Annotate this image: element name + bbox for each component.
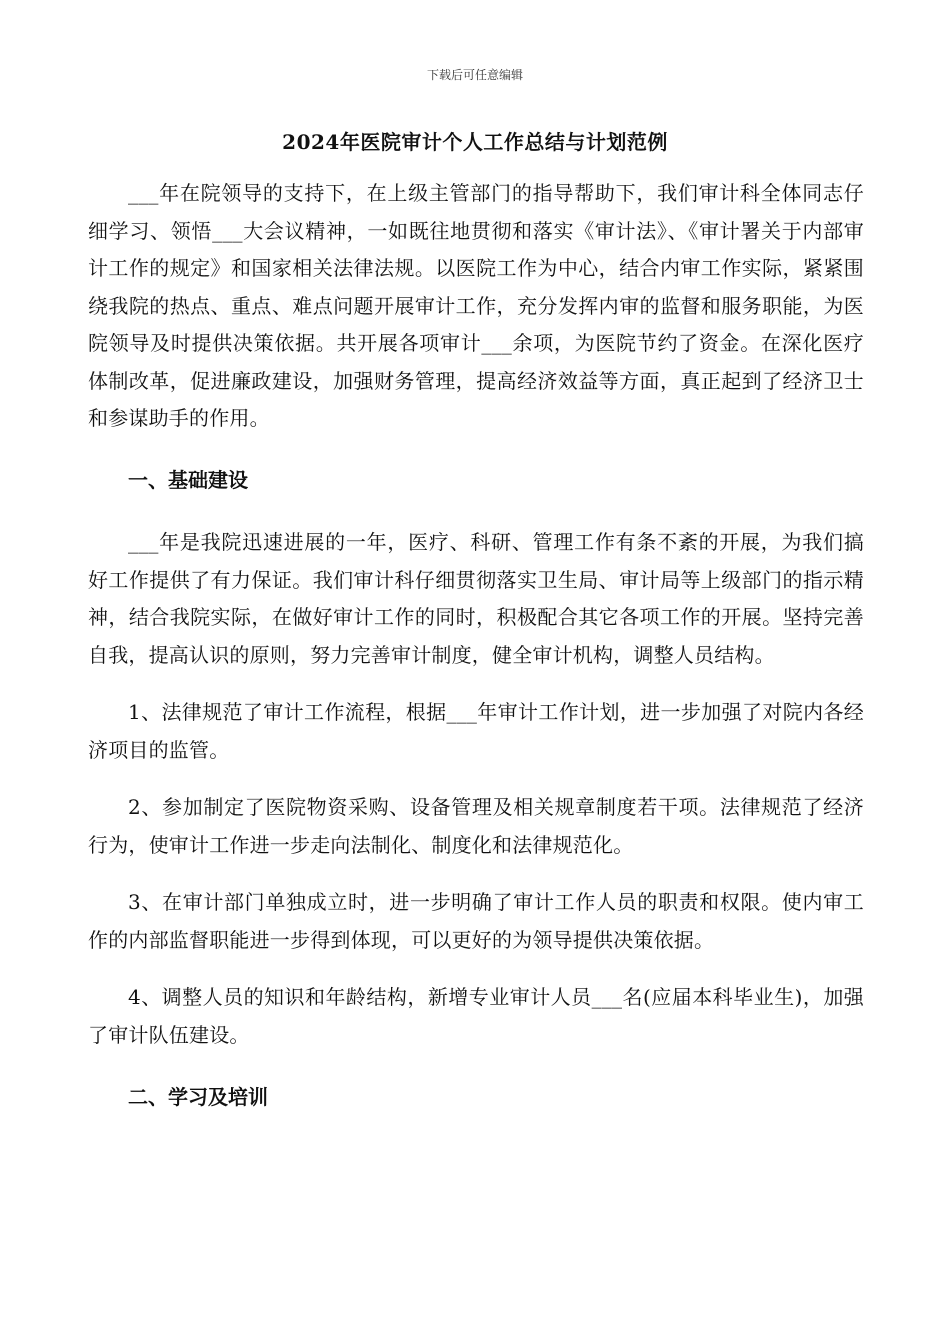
list-item-1: 1、法律规范了审计工作流程，根据___年审计工作计划，进一步加强了对院内各经济项目的监管。 xyxy=(88,700,864,762)
header-note: 下载后可任意编辑 xyxy=(426,68,523,82)
intro-paragraph: ___年在院领导的支持下，在上级主管部门的指导帮助下，我们审计科全体同志仔细学习、领悟___大会议精神，一如既往地贯彻和落实《审计法》、《审计署关于内部审计工作的规定》和国家相关法律法规。以医院工作为中心，结合内审工作实际，紧紧围绕我院的热点、重点、难点问题开展审计工作，充分发挥内审的监督和服务职能，为医院领导及时提供决策依据。共开展各项审计___余项，为医院节约了资金。在深化医疗体制改革，促进廉政建设，加强财务管理，提高经济效益等方面，真正起到了经济卫士和参谋助手的作用。 xyxy=(88,181,864,430)
section-heading-1: 一、基础建设 xyxy=(128,467,248,492)
list-item-2: 2、参加制定了医院物资采购、设备管理及相关规章制度若干项。法律规范了经济行为，使审计工作进一步走向法制化、制度化和法律规范化。 xyxy=(88,795,864,857)
section1-paragraph: ___年是我院迅速进展的一年，医疗、科研、管理工作有条不紊的开展，为我们搞好工作提供了有力保证。我们审计科仔细贯彻落实卫生局、审计局等上级部门的指示精神，结合我院实际，在做好审计工作的同时，积极配合其它各项工作的开展。坚持完善自我，提高认识的原则，努力完善审计制度，健全审计机构，调整人员结构。 xyxy=(88,530,864,667)
document-title: 2024年医院审计个人工作总结与计划范例 xyxy=(282,130,668,154)
document-body xyxy=(88,175,864,1117)
list-item-3: 3、在审计部门单独成立时，进一步明确了审计工作人员的职责和权限。使内审工作的内部监督职能进一步得到体现，可以更好的为领导提供决策依据。 xyxy=(88,890,864,952)
section-heading-2: 二、学习及培训 xyxy=(128,1085,268,1109)
list-item-4: 4、调整人员的知识和年龄结构，新增专业审计人员___名(应届本科毕业生)，加强了审计队伍建设。 xyxy=(88,985,864,1047)
